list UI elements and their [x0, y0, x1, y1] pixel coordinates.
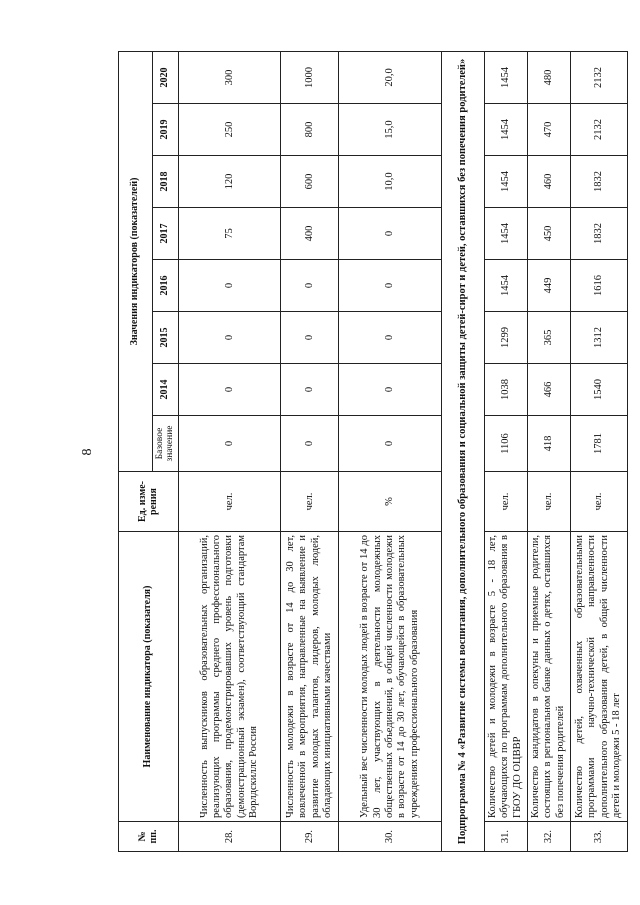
row-value: 10,0	[339, 156, 441, 208]
row-value: 120	[179, 156, 281, 208]
table-row	[281, 51, 339, 851]
row-value: 470	[527, 104, 570, 156]
table-row	[339, 51, 441, 851]
subprogram-title: Подпрограмма № 4 «Развитие системы воспитания, дополнительного образования и социальной защиты детей-сирот и детей, оставшихся без попечения родителей»	[441, 51, 484, 851]
row-value: 0	[179, 260, 281, 312]
row-value: 2132	[570, 104, 627, 156]
row-name: Численность молодежи в возрасте от 14 до 30 лет, вовлеченной в мероприятия, направленные на выявление и развитие молодых талантов, лидеров, молодых людей, обладающих инициативными качествами	[281, 532, 339, 822]
row-value: 600	[281, 156, 339, 208]
row-value: 1616	[570, 260, 627, 312]
row-value: 450	[527, 208, 570, 260]
row-value: 0	[339, 364, 441, 416]
header-year: 2019	[153, 104, 179, 156]
row-name: Количество детей, охваченных образовательными программами научно-технической направленности дополнительного образования детей, в общей численности детей и молодежи 5 - 18 лет	[570, 532, 627, 822]
row-value: 250	[179, 104, 281, 156]
header-values: Значения индикаторов (показателей)	[119, 51, 153, 471]
row-value: 365	[527, 312, 570, 364]
page-number: 8	[80, 448, 95, 456]
indicator-table-rotated	[118, 52, 628, 852]
row-name: Удельный вес численности молодых людей в возрасте от 14 до 30 лет, участвующих в деятельности молодежных общественных объединений, в общей численности молодежи в возрасте от 14 до 30 лет, обучающейся в образовательных учреждениях профессионального образования	[339, 532, 441, 822]
row-value: 400	[281, 208, 339, 260]
row-unit: чел.	[179, 472, 281, 532]
table-row	[484, 51, 527, 851]
header-year: 2014	[153, 364, 179, 416]
row-value: 0	[339, 260, 441, 312]
row-value: 1312	[570, 312, 627, 364]
row-value: 1454	[484, 156, 527, 208]
row-value: 1454	[484, 208, 527, 260]
row-value: 1454	[484, 104, 527, 156]
row-value: 2132	[570, 51, 627, 103]
subprogram-row	[441, 51, 484, 851]
row-value: 1832	[570, 156, 627, 208]
row-value: 0	[179, 364, 281, 416]
header-base: Базовое значение	[153, 416, 179, 472]
table-row	[179, 51, 281, 851]
row-base: 0	[339, 416, 441, 472]
row-base: 418	[527, 416, 570, 472]
row-value: 1540	[570, 364, 627, 416]
row-num: 30.	[339, 822, 441, 852]
header-year: 2017	[153, 208, 179, 260]
row-value: 1454	[484, 260, 527, 312]
header-num: № пп.	[119, 822, 179, 852]
row-unit: чел.	[281, 472, 339, 532]
row-value: 0	[339, 312, 441, 364]
row-value: 1038	[484, 364, 527, 416]
row-base: 1106	[484, 416, 527, 472]
row-base: 0	[281, 416, 339, 472]
row-num: 29.	[281, 822, 339, 852]
row-value: 466	[527, 364, 570, 416]
row-num: 31.	[484, 822, 527, 852]
header-year: 2018	[153, 156, 179, 208]
table-header-row	[119, 51, 153, 851]
row-value: 0	[281, 312, 339, 364]
row-value: 1832	[570, 208, 627, 260]
header-unit: Ед. изме-рения	[119, 472, 179, 532]
row-num: 32.	[527, 822, 570, 852]
row-num: 33.	[570, 822, 627, 852]
table-row	[570, 51, 627, 851]
row-value: 800	[281, 104, 339, 156]
row-name: Количество кандидатов в опекуны и приемные родители, состоящих в региональном банке данных о детях, оставшихся без попечения родителей	[527, 532, 570, 822]
header-year: 2020	[153, 51, 179, 103]
row-value: 449	[527, 260, 570, 312]
row-value: 0	[281, 260, 339, 312]
row-value: 300	[179, 51, 281, 103]
row-value: 460	[527, 156, 570, 208]
row-unit: %	[339, 472, 441, 532]
row-value: 75	[179, 208, 281, 260]
row-name: Количество детей и молодежи в возрасте 5 - 18 лет, обучающихся по программам дополнительного образования в ГБОУ ДО ОЦВВР	[484, 532, 527, 822]
row-name: Численность выпускников образовательных организаций, реализующих программы среднего профессионального образования, продемонстрировавших уровень подготовки (демонстрационный экзамен), соответствующий стандартам Ворлдскиллс Россия	[179, 532, 281, 822]
row-value: 0	[281, 364, 339, 416]
header-name: Наименование индикатора (показателя)	[119, 532, 179, 822]
row-value: 480	[527, 51, 570, 103]
row-value: 0	[179, 312, 281, 364]
row-value: 20,0	[339, 51, 441, 103]
row-value: 1454	[484, 51, 527, 103]
row-unit: чел.	[527, 472, 570, 532]
row-value: 15,0	[339, 104, 441, 156]
header-year: 2016	[153, 260, 179, 312]
table-row	[527, 51, 570, 851]
row-base: 1781	[570, 416, 627, 472]
row-value: 0	[339, 208, 441, 260]
row-base: 0	[179, 416, 281, 472]
indicator-table	[118, 51, 628, 852]
row-unit: чел.	[484, 472, 527, 532]
row-value: 1299	[484, 312, 527, 364]
row-value: 1000	[281, 51, 339, 103]
row-unit: чел.	[570, 472, 627, 532]
header-year: 2015	[153, 312, 179, 364]
row-num: 28.	[179, 822, 281, 852]
